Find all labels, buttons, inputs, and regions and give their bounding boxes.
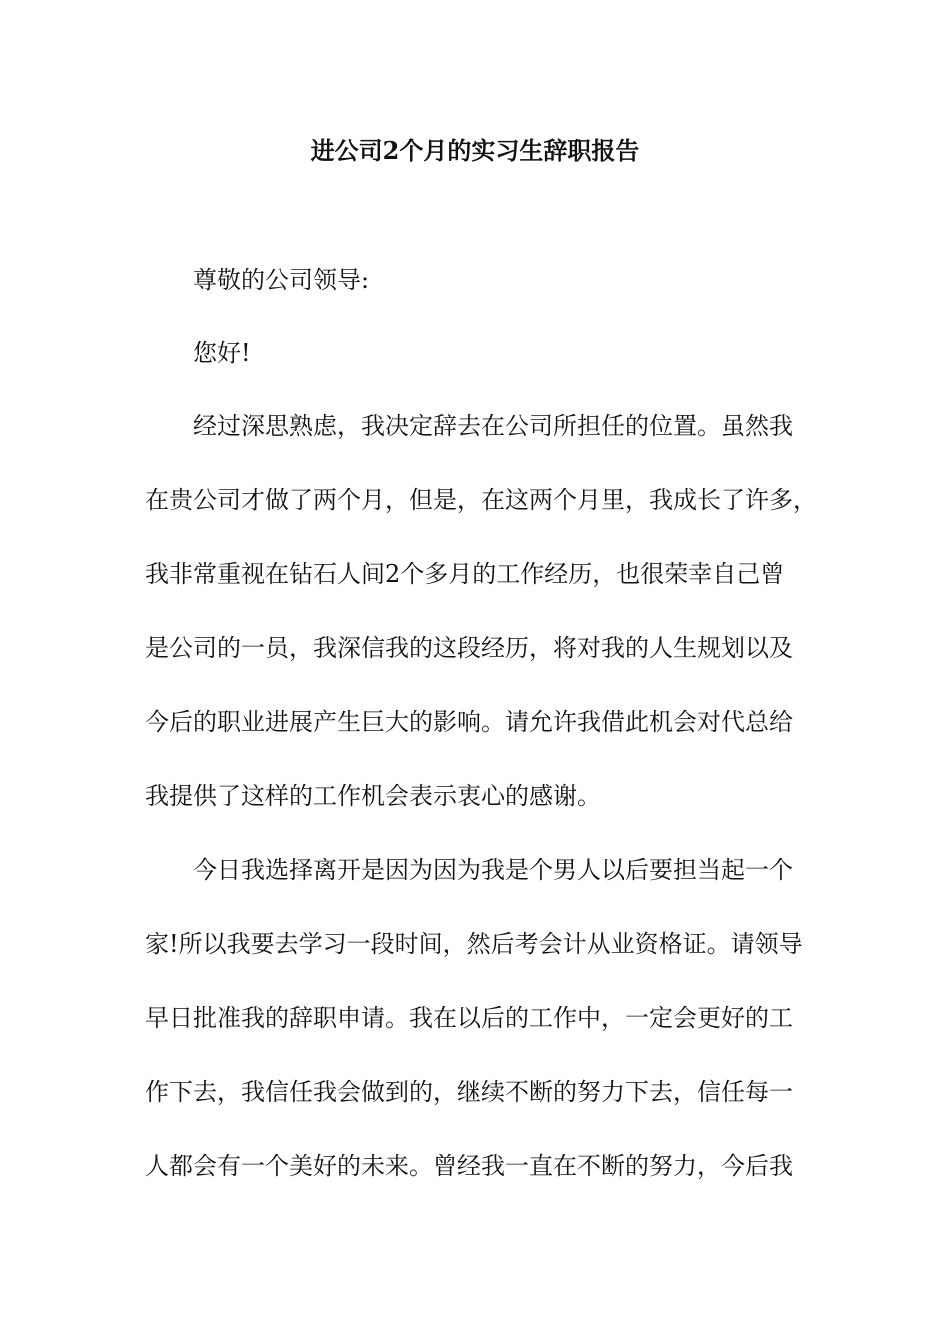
- paragraph-1-line: 我非常重视在钻石人间2个多月的工作经历，也很荣幸自己曾: [145, 560, 785, 588]
- greeting: 您好!: [193, 339, 251, 367]
- paragraph-2-line: 早日批准我的辞职申请。我在以后的工作中，一定会更好的工: [145, 1004, 793, 1032]
- salutation: 尊敬的公司领导:: [193, 266, 370, 294]
- paragraph-1-line: 经过深思熟虑，我决定辞去在公司所担任的位置。虽然我: [193, 412, 793, 440]
- paragraph-2-line: 家!所以我要去学习一段时间，然后考会计从业资格证。请领导: [145, 930, 803, 958]
- paragraph-1-line: 是公司的一员，我深信我的这段经历，将对我的人生规划以及: [145, 634, 793, 662]
- paragraph-2-line: 人都会有一个美好的未来。曾经我一直在不断的努力，今后我: [145, 1152, 793, 1180]
- paragraph-1-line: 我提供了这样的工作机会表示衷心的感谢。: [145, 782, 601, 810]
- paragraph-1-line: 在贵公司才做了两个月，但是，在这两个月里，我成长了许多，: [145, 486, 817, 514]
- paragraph-1-line: 今后的职业进展产生巨大的影响。请允许我借此机会对代总给: [145, 708, 793, 736]
- paragraph-2-line: 今日我选择离开是因为因为我是个男人以后要担当起一个: [193, 856, 793, 884]
- paragraph-2-line: 作下去，我信任我会做到的，继续不断的努力下去，信任每一: [145, 1078, 793, 1106]
- document-title: 进公司2个月的实习生辞职报告: [310, 136, 640, 165]
